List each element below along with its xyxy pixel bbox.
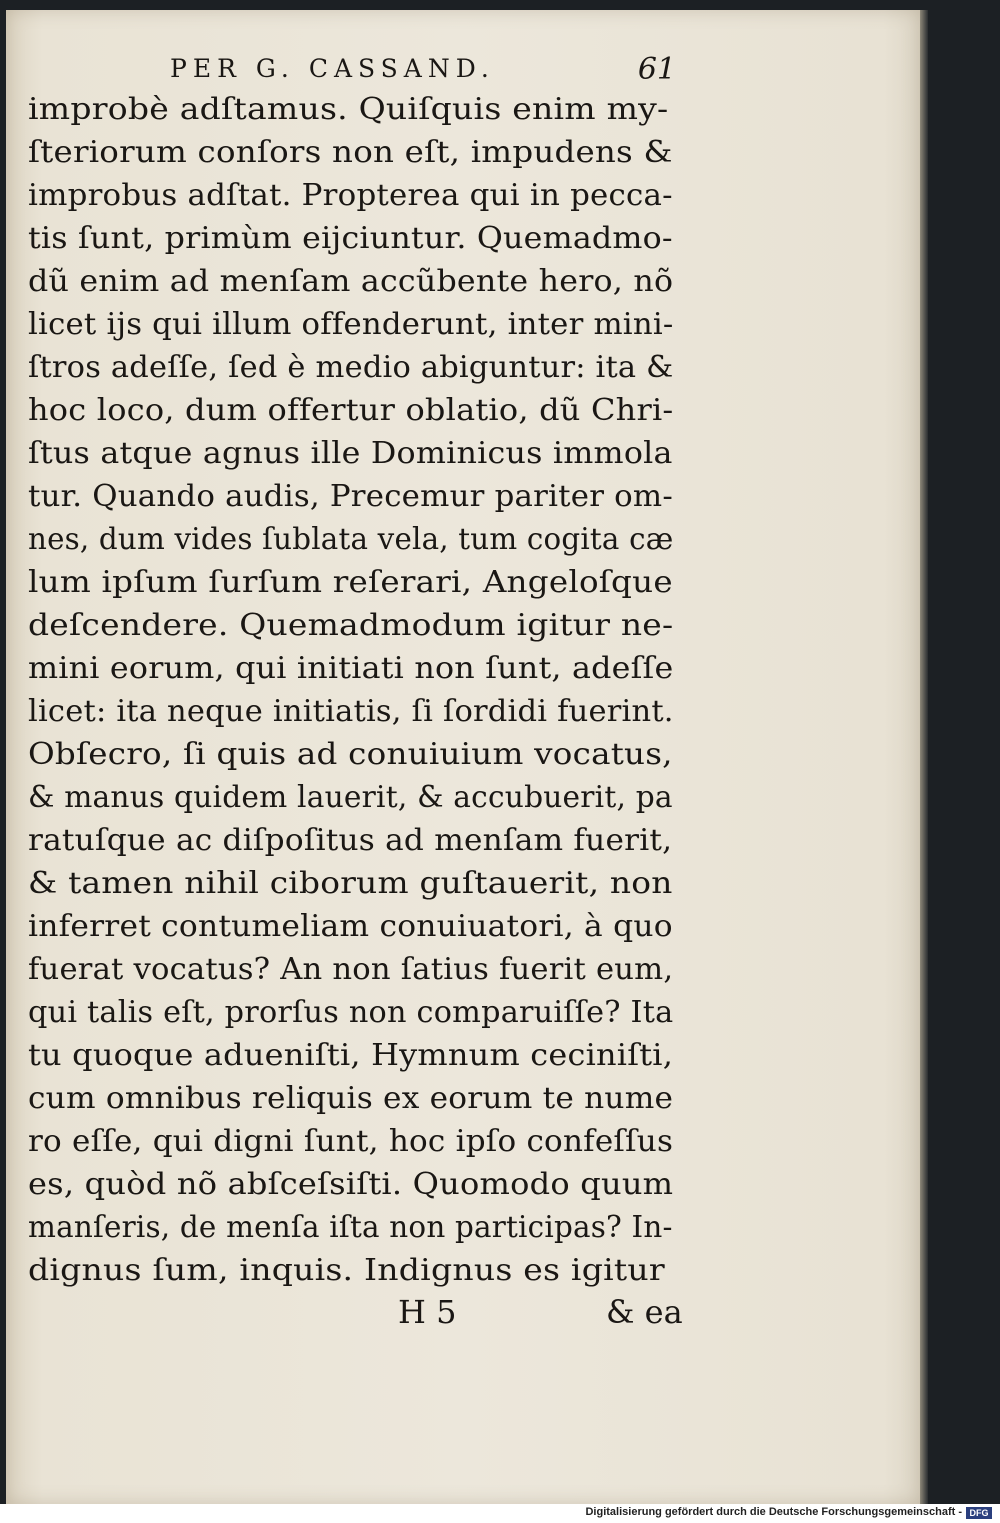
text-line: tis ſunt, primùm eijciuntur. Quemadmo-	[28, 221, 673, 255]
text-line: cum omnibus reliquis ex eorum te nume	[28, 1081, 674, 1115]
text-line: deſcendere. Quemadmodum igitur ne-	[28, 608, 674, 642]
text-line: qui talis eſt, prorſus non comparuiſſe? Ita	[28, 995, 674, 1029]
text-line: dũ enim ad menſam accũbente hero, nõ	[28, 264, 674, 298]
text-line: fuerat vocatus? An non ſatius fuerit eum,	[28, 952, 674, 986]
page-edge-shadow	[920, 10, 928, 1504]
text-line: tu quoque adueniſti, Hymnum ceciniſti,	[28, 1038, 674, 1072]
text-line: es, quòd nõ abſceſsiſti. Quomodo quum	[28, 1167, 674, 1201]
text-line: & manus quidem lauerit, & accubuerit, pa	[28, 780, 673, 814]
signature-mark: H 5	[398, 1293, 457, 1331]
text-line: nes, dum vides ſublata vela, tum cogita cæ	[28, 522, 674, 556]
body-text	[28, 88, 678, 1292]
text-line: mini eorum, qui initiati non ſunt, adeſſe	[28, 651, 674, 685]
footer-bar	[0, 1504, 1000, 1523]
text-line: licet ijs qui illum offenderunt, inter mini-	[28, 307, 674, 341]
text-line: ſteriorum conſors non eſt, impudens &	[28, 135, 673, 169]
text-line: tur. Quando audis, Precemur pariter om-	[28, 479, 673, 513]
text-line: ſtros adeſſe, ſed è medio abiguntur: ita &	[28, 350, 674, 384]
running-head: PER G. CASSAND.	[170, 54, 495, 83]
page-number: 61	[637, 52, 676, 87]
funding-credit: Digitalisierung gefördert durch die Deutsche Forschungsgemeinschaft -	[585, 1506, 962, 1518]
text-line: & tamen nihil ciborum guſtauerit, non	[28, 866, 673, 900]
text-line: hoc loco, dum offertur oblatio, dũ Chri-	[28, 393, 674, 427]
text-line: ſtus atque agnus ille Dominicus immola	[28, 436, 673, 470]
text-line: ratuſque ac diſpoſitus ad menſam fuerit,	[28, 823, 673, 857]
text-line: improbè adſtamus. Quiſquis enim my-	[28, 92, 669, 126]
text-line: dignus ſum, inquis. Indignus es igitur	[28, 1253, 665, 1287]
dfg-logo: DFG	[966, 1507, 992, 1519]
catchword: & ea	[606, 1293, 683, 1331]
text-line: Obſecro, ſi quis ad conuiuium vocatus,	[28, 737, 673, 771]
text-line: manſeris, de menſa iſta non participas? In-	[28, 1210, 673, 1244]
text-line: improbus adſtat. Propterea qui in pecca-	[28, 178, 673, 212]
text-line: lum ipſum ſurſum reſerari, Angeloſque	[28, 565, 673, 599]
text-line: inferret contumeliam conuiuatori, à quo	[28, 909, 673, 943]
page-header	[170, 52, 690, 92]
text-line: ro eſſe, qui digni ſunt, hoc ipſo confeſſus	[28, 1124, 674, 1158]
text-line: licet: ita neque initiatis, ſi ſordidi fuerint.	[28, 694, 674, 728]
